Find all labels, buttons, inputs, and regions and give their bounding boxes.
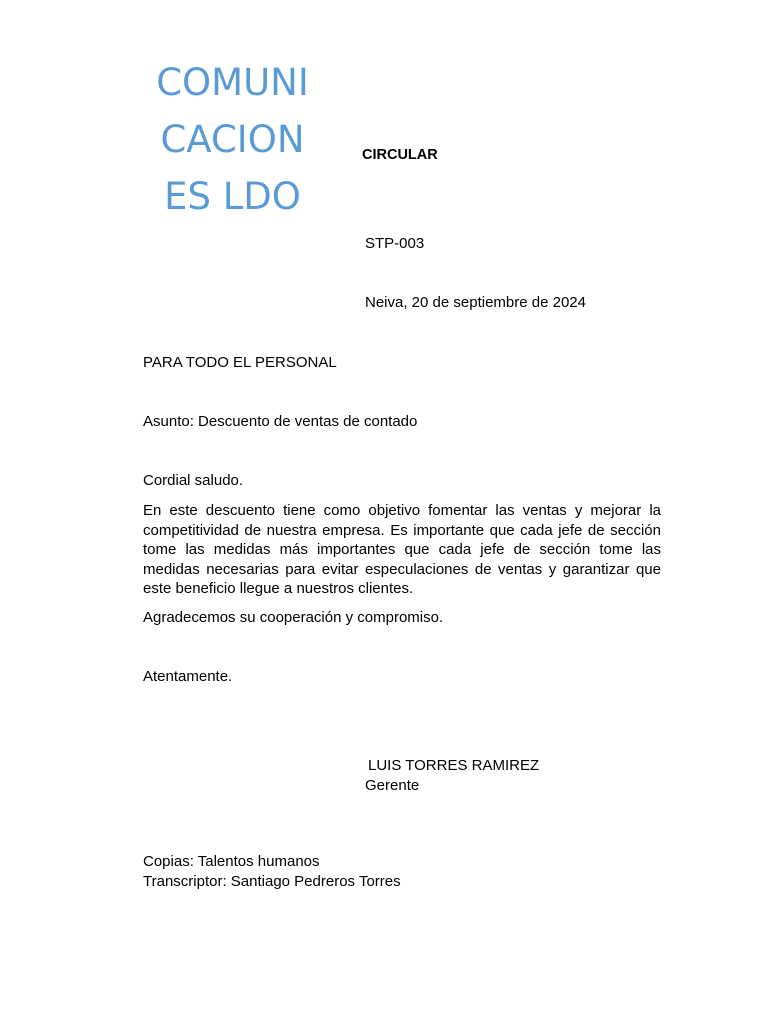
company-logo-text <box>140 54 325 225</box>
copies-line: Copias: Talentos humanos <box>143 853 320 870</box>
transcriptor-line: Transcriptor: Santiago Pedreros Torres <box>143 873 401 890</box>
thanks-line: Agradecemos su cooperación y compromiso. <box>143 609 444 626</box>
document-type: CIRCULAR <box>362 147 438 163</box>
document-code: STP-003 <box>365 235 425 252</box>
signer-role: Gerente <box>365 777 420 794</box>
logo-line-2: CACION <box>160 118 305 161</box>
recipient: PARA TODO EL PERSONAL <box>143 354 337 371</box>
logo-line-3: ES LDO <box>164 175 301 218</box>
body-paragraph: En este descuento tiene como objetivo fomentar las ventas y mejorar la competitividad de nuestra empresa. Es importante que cada jefe de sección tome las medidas más importantes que cada jefe de sección tome las medidas necesarias para evitar especulaciones de ventas y garantizar que este beneficio llegue a nuestros clientes. <box>143 502 661 598</box>
subject-line: Asunto: Descuento de ventas de contado <box>143 413 418 430</box>
document-date: Neiva, 20 de septiembre de 2024 <box>365 294 586 311</box>
greeting: Cordial saludo. <box>143 472 244 489</box>
signer-name: LUIS TORRES RAMIREZ <box>368 757 540 774</box>
closing-line: Atentamente. <box>143 668 233 685</box>
logo-line-1: COMUNI <box>156 61 309 104</box>
